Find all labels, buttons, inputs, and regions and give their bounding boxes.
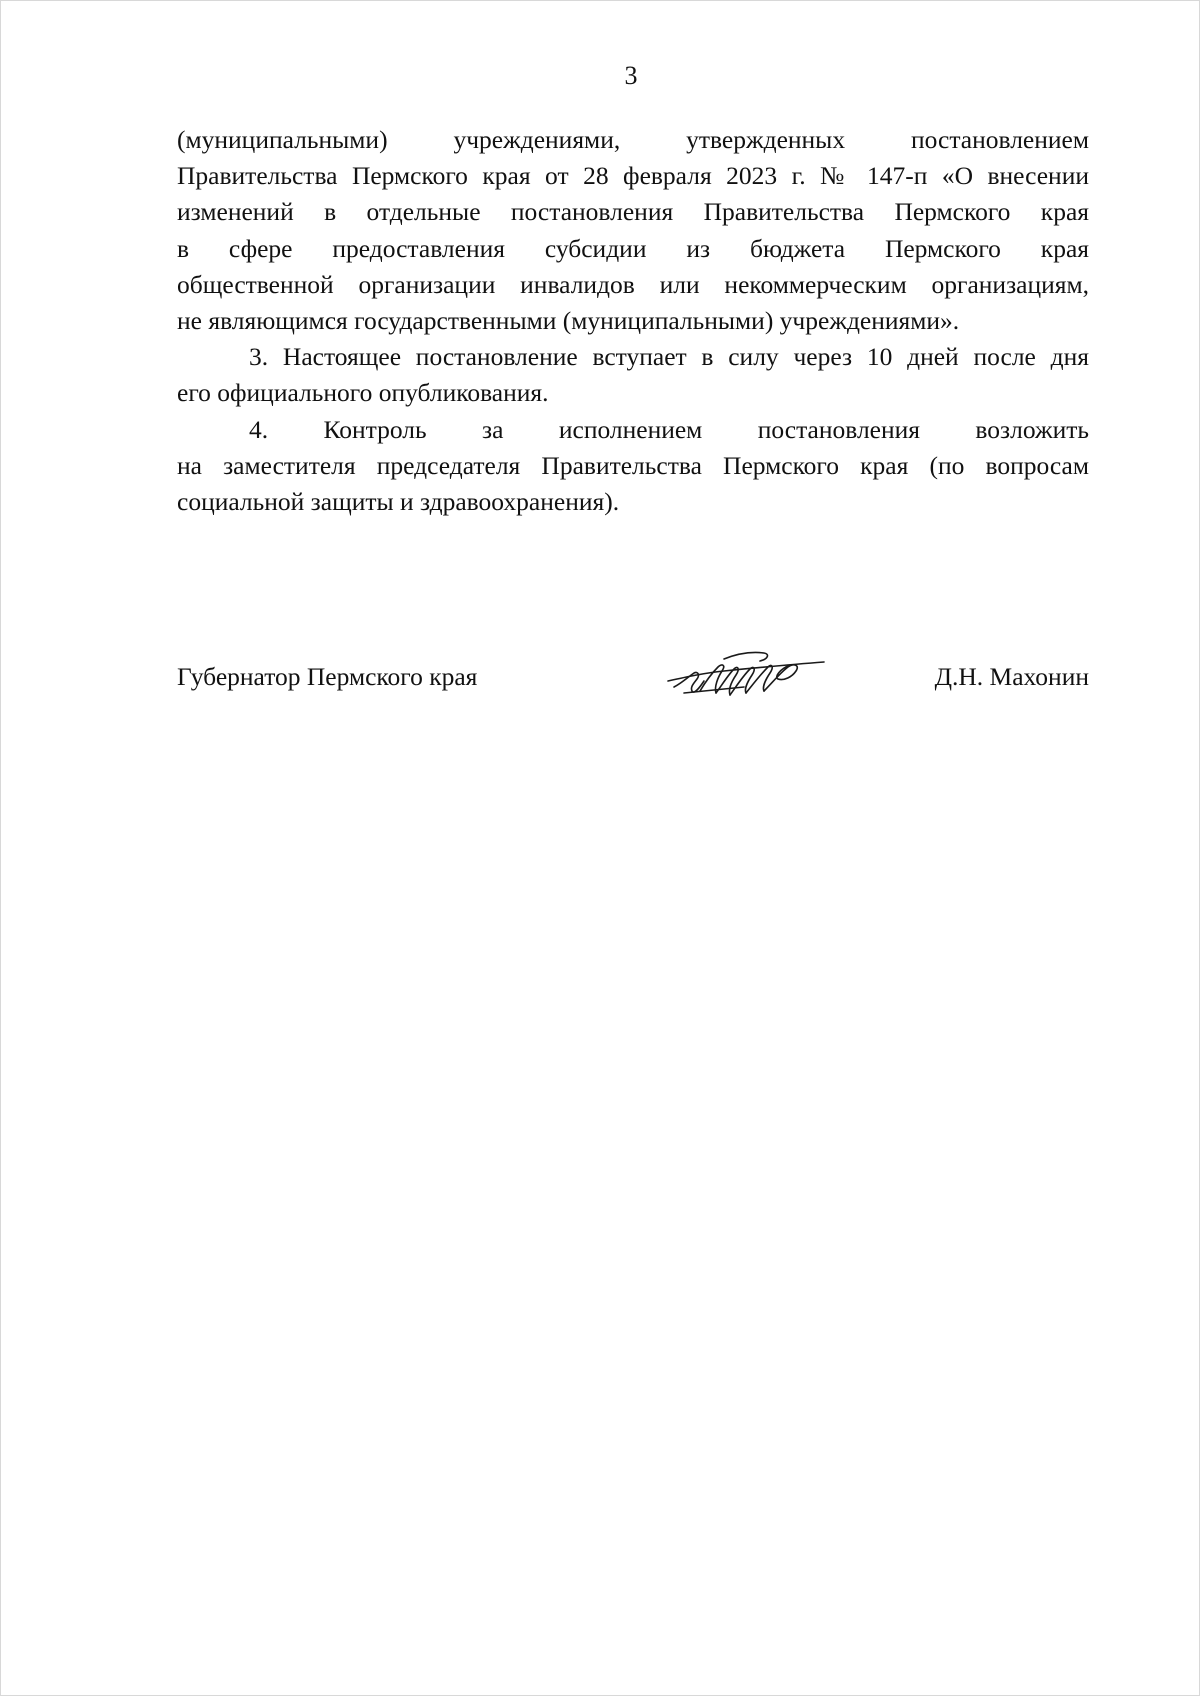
text-line: социальной защиты и здравоохранения). (177, 487, 620, 517)
text-line: Правительства Пермского края от 28 февраля 2023 г. № 147-п «О внесении (177, 161, 1089, 191)
text-line: изменений в отдельные постановления Правительства Пермского края (177, 197, 1089, 227)
signature-block (177, 653, 1089, 713)
signatory-name: Д.Н. Махонин (934, 662, 1089, 691)
text-line: в сфере предоставления субсидии из бюджета Пермского края (177, 233, 1089, 263)
handwritten-signature (664, 647, 834, 709)
paragraph-item-4 (177, 412, 1089, 521)
paragraph-item-3 (177, 339, 1089, 411)
paragraph-continuation (177, 122, 1089, 339)
text-line: общественной организации инвалидов или некоммерческим организациям, (177, 269, 1089, 299)
page-number: 3 (624, 61, 638, 90)
text-line: 4. Контроль за исполнением постановления возложить (249, 414, 1089, 444)
text-line: (муниципальными) учреждениями, утвержденных постановлением (177, 125, 1089, 154)
text-line: 3. Настоящее постановление вступает в силу через 10 дней после дня (249, 342, 1089, 372)
text-line: на заместителя председателя Правительства Пермского края (по вопросам (177, 450, 1089, 480)
text-line: его официального опубликования. (177, 378, 549, 408)
document-body (177, 122, 1089, 520)
signatory-title: Губернатор Пермского края (177, 662, 478, 691)
text-line: не являющимся государственными (муниципальными) учреждениями». (177, 306, 960, 336)
